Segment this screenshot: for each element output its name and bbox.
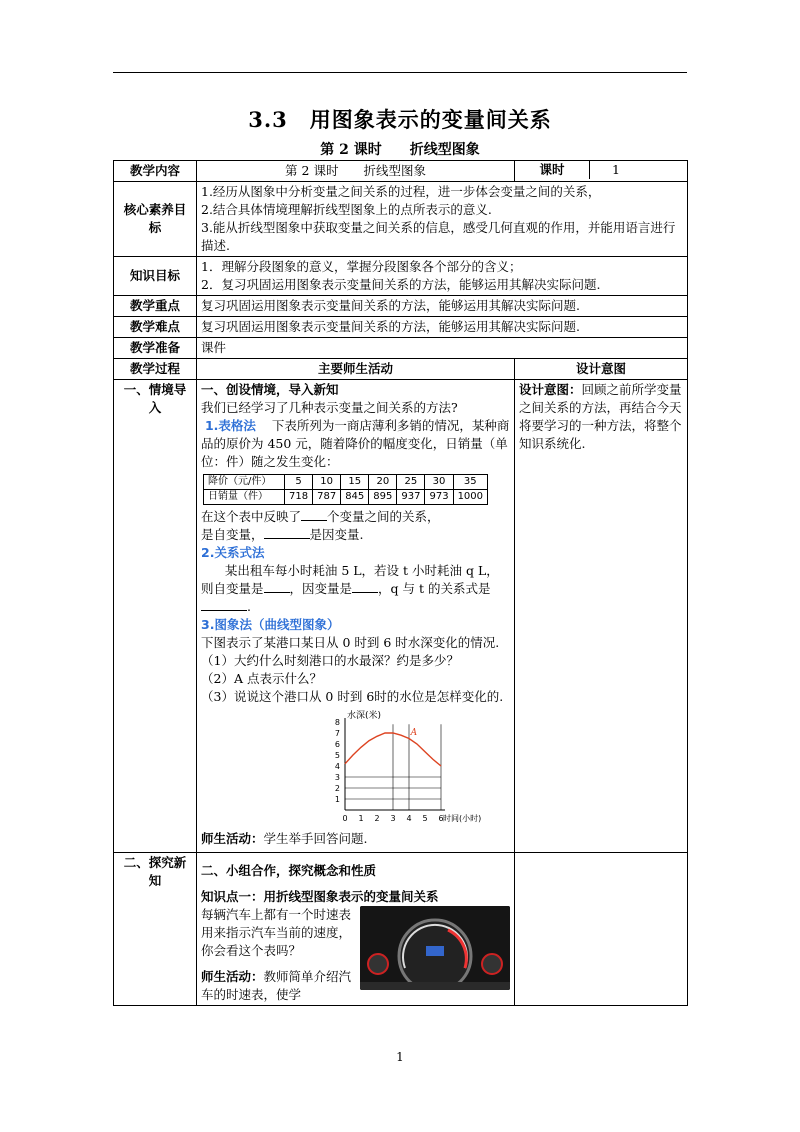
goal-item: 1.经历从图象中分析变量之间关系的过程，进一步体会变量之间的关系， bbox=[201, 184, 601, 199]
question-2: （2）A 点表示什么？ bbox=[201, 671, 322, 686]
page-title: 3.3 用图象表示的变量间关系 bbox=[248, 107, 552, 132]
prep-label: 教学准备 bbox=[114, 338, 197, 359]
design-header: 设计意图 bbox=[515, 359, 688, 380]
y-tick-label: 7 bbox=[334, 729, 340, 738]
activity-label: 师生活动： bbox=[201, 969, 264, 984]
answer-blank[interactable] bbox=[352, 580, 378, 593]
goals-label: 核心素养目标 bbox=[114, 182, 197, 257]
speedometer-image bbox=[360, 906, 510, 990]
section2-heading: 二、小组合作，探究概念和性质 bbox=[201, 863, 377, 878]
table-row bbox=[204, 475, 488, 490]
question-1: （1）大约什么时刻港口的水最深？约是多少？ bbox=[201, 653, 459, 668]
activity-text: 学生举手回答问题. bbox=[263, 831, 368, 846]
lesson-count-value: 1 bbox=[611, 162, 620, 177]
lesson-plan-table bbox=[113, 160, 688, 1006]
lesson-count-label: 课时 bbox=[515, 161, 590, 179]
row-content bbox=[114, 161, 688, 182]
table-cell: 5 bbox=[285, 475, 313, 490]
page-number: 1 bbox=[396, 1050, 404, 1064]
goal-item: 3.能从折线型图象中获取变量之间关系的信息，感受几何直观的作用，并能用语言进行描述. bbox=[201, 220, 676, 253]
row-difficulty bbox=[114, 317, 688, 338]
page-subtitle: 第 2 课时 折线型图象 bbox=[320, 142, 480, 158]
content-label: 教学内容 bbox=[114, 161, 197, 182]
activity-text: 教师简单介绍汽车的时速表，使学 bbox=[201, 969, 352, 1002]
y-tick-label: 3 bbox=[334, 773, 340, 782]
table-cell: 15 bbox=[341, 475, 369, 490]
table-cell: 30 bbox=[425, 475, 453, 490]
key-label: 教学重点 bbox=[114, 296, 197, 317]
design-text: 回顾之前所学变量之间关系的方法，再结合今天将要学习的一种方法，将整个知识系统化. bbox=[519, 382, 682, 451]
activities-header: 主要师生活动 bbox=[197, 359, 515, 380]
table-cell: 20 bbox=[369, 475, 397, 490]
y-tick-label: 4 bbox=[334, 762, 340, 771]
table-cell: 日销量（件） bbox=[204, 490, 285, 505]
row-goals bbox=[114, 182, 688, 257]
header-rule bbox=[113, 72, 687, 73]
knowledge-label: 知识目标 bbox=[114, 257, 197, 296]
table-cell: 718 bbox=[285, 490, 313, 505]
y-tick-label: 6 bbox=[334, 740, 340, 749]
x-tick-label: 3 bbox=[390, 814, 396, 823]
table-cell: 937 bbox=[397, 490, 425, 505]
table-cell: 35 bbox=[453, 475, 487, 490]
knowledge-point-1: 知识点一：用折线型图象表示的变量间关系 bbox=[201, 889, 439, 904]
difficulty-value: 复习巩固运用图象表示变量间关系的方法，能够运用其解决实际问题. bbox=[197, 317, 688, 338]
row-section1: 一、情境导入 一、创设情境，导入新知 我们已经学习了几种表示变量之间关系的方法? 1.表格法 下表所列为一商店薄利多销的情况，某种商品的原价为 450 元，随着降价的幅度变化，日销量（单位：件）随之发生变化： 降价（元/件） 5 10 15 20 25 30 35 日销量（件） 718 787 845 895 937 973 1000 在这个表中反映了 个变量之间的关系， 是自变量， 是因变量. 2.关系式法 某出租车每小时耗油 5 L，若设 t 小时耗油 q L，则自变量是 ，因变量是 ，q 与 t 的关系式是. 3.图象法（曲线型图象） 下图表示了某港口某日从 0 时到 6 时水深变化的情况. （1）大约什么时刻港口的水最深？约是多少？ （2）A 点表示什么？ （3）说说这个港口从 0 时到 6时的水位是怎样变化的. 0 1 2 3 4 5 6 1 2 3 4 5 6 7 8 水深(米) 时间(小时) A 师生活动：学生举手回答问题. 设计意图：回顾之前所学变量之间关系的方法，再结合今天将要学习的一种方法，将整个知识系统化. bbox=[114, 380, 688, 853]
difficulty-label: 教学难点 bbox=[114, 317, 197, 338]
table-cell: 973 bbox=[425, 490, 453, 505]
water-depth-chart bbox=[325, 710, 503, 830]
key-value: 复习巩固运用图象表示变量间关系的方法，能够运用其解决实际问题. bbox=[197, 296, 688, 317]
table-cell: 787 bbox=[313, 490, 341, 505]
method3-text: 下图表示了某港口某日从 0 时到 6 时水深变化的情况. bbox=[201, 635, 500, 650]
row-section2 bbox=[114, 853, 688, 1006]
y-tick-label: 1 bbox=[334, 795, 340, 804]
question-3: （3）说说这个港口从 0 时到 6时的水位是怎样变化的. bbox=[201, 689, 504, 704]
row-key bbox=[114, 296, 688, 317]
price-sales-table bbox=[203, 474, 488, 505]
knowledge-item: 1．理解分段图象的意义，掌握分段图象各个部分的含义； bbox=[201, 259, 522, 274]
table-row bbox=[204, 490, 488, 505]
table-cell: 845 bbox=[341, 490, 369, 505]
design-label: 设计意图： bbox=[519, 382, 582, 397]
answer-blank[interactable] bbox=[264, 526, 310, 539]
row-header bbox=[114, 359, 688, 380]
x-tick-label: 5 bbox=[422, 814, 428, 823]
table-cell: 降价（元/件） bbox=[204, 475, 285, 490]
answer-blank[interactable] bbox=[301, 508, 327, 521]
process-header: 教学过程 bbox=[114, 359, 197, 380]
section2-text: 每辆汽车上都有一个时速表用来指示汽车当前的速度，你会看这个表吗？ bbox=[201, 907, 352, 958]
knowledge-item: 2．复习巩固运用图象表示变量间关系的方法，能够运用其解决实际问题. bbox=[201, 277, 601, 292]
point-a-label: A bbox=[410, 728, 418, 739]
section1-label: 一、情境导入 bbox=[114, 380, 197, 853]
x-tick-label: 1 bbox=[358, 814, 364, 823]
row-prep bbox=[114, 338, 688, 359]
row-knowledge bbox=[114, 257, 688, 296]
table-cell: 25 bbox=[397, 475, 425, 490]
x-axis-label: 时间(小时) bbox=[443, 814, 482, 823]
y-tick-label: 5 bbox=[334, 751, 340, 760]
goal-item: 2.结合具体情境理解折线型图象上的点所表示的意义. bbox=[201, 202, 492, 217]
section2-label: 二、探究新知 bbox=[114, 853, 197, 1006]
table-cell: 895 bbox=[369, 490, 397, 505]
y-tick-label: 8 bbox=[334, 718, 340, 727]
x-tick-label: 0 bbox=[342, 814, 348, 823]
answer-blank[interactable] bbox=[264, 580, 290, 593]
x-tick-label: 6 bbox=[438, 814, 444, 823]
y-tick-label: 2 bbox=[334, 784, 340, 793]
section1-intro: 我们已经学习了几种表示变量之间关系的方法? bbox=[201, 400, 458, 415]
answer-blank[interactable] bbox=[201, 598, 247, 611]
prep-value: 课件 bbox=[197, 338, 688, 359]
method3-title: 3.图象法（曲线型图象） bbox=[201, 617, 340, 632]
method1-title: 1.表格法 bbox=[204, 418, 256, 433]
activity-label: 师生活动： bbox=[201, 831, 264, 846]
method1-text: 下表所列为一商店薄利多销的情况，某种商品的原价为 450 元，随着降价的幅度变化，日销量（单位：件）随之发生变化： bbox=[201, 418, 510, 469]
y-axis-label: 水深(米) bbox=[347, 711, 382, 721]
x-tick-label: 4 bbox=[406, 814, 412, 823]
x-tick-label: 2 bbox=[374, 814, 380, 823]
goals-text bbox=[197, 182, 688, 257]
table-cell: 1000 bbox=[453, 490, 487, 505]
method2-title: 2.关系式法 bbox=[201, 545, 265, 560]
table-cell: 10 bbox=[313, 475, 341, 490]
section1-heading: 一、创设情境，导入新知 bbox=[201, 382, 339, 397]
content-value: 第 2 课时 折线型图象 bbox=[197, 161, 515, 182]
